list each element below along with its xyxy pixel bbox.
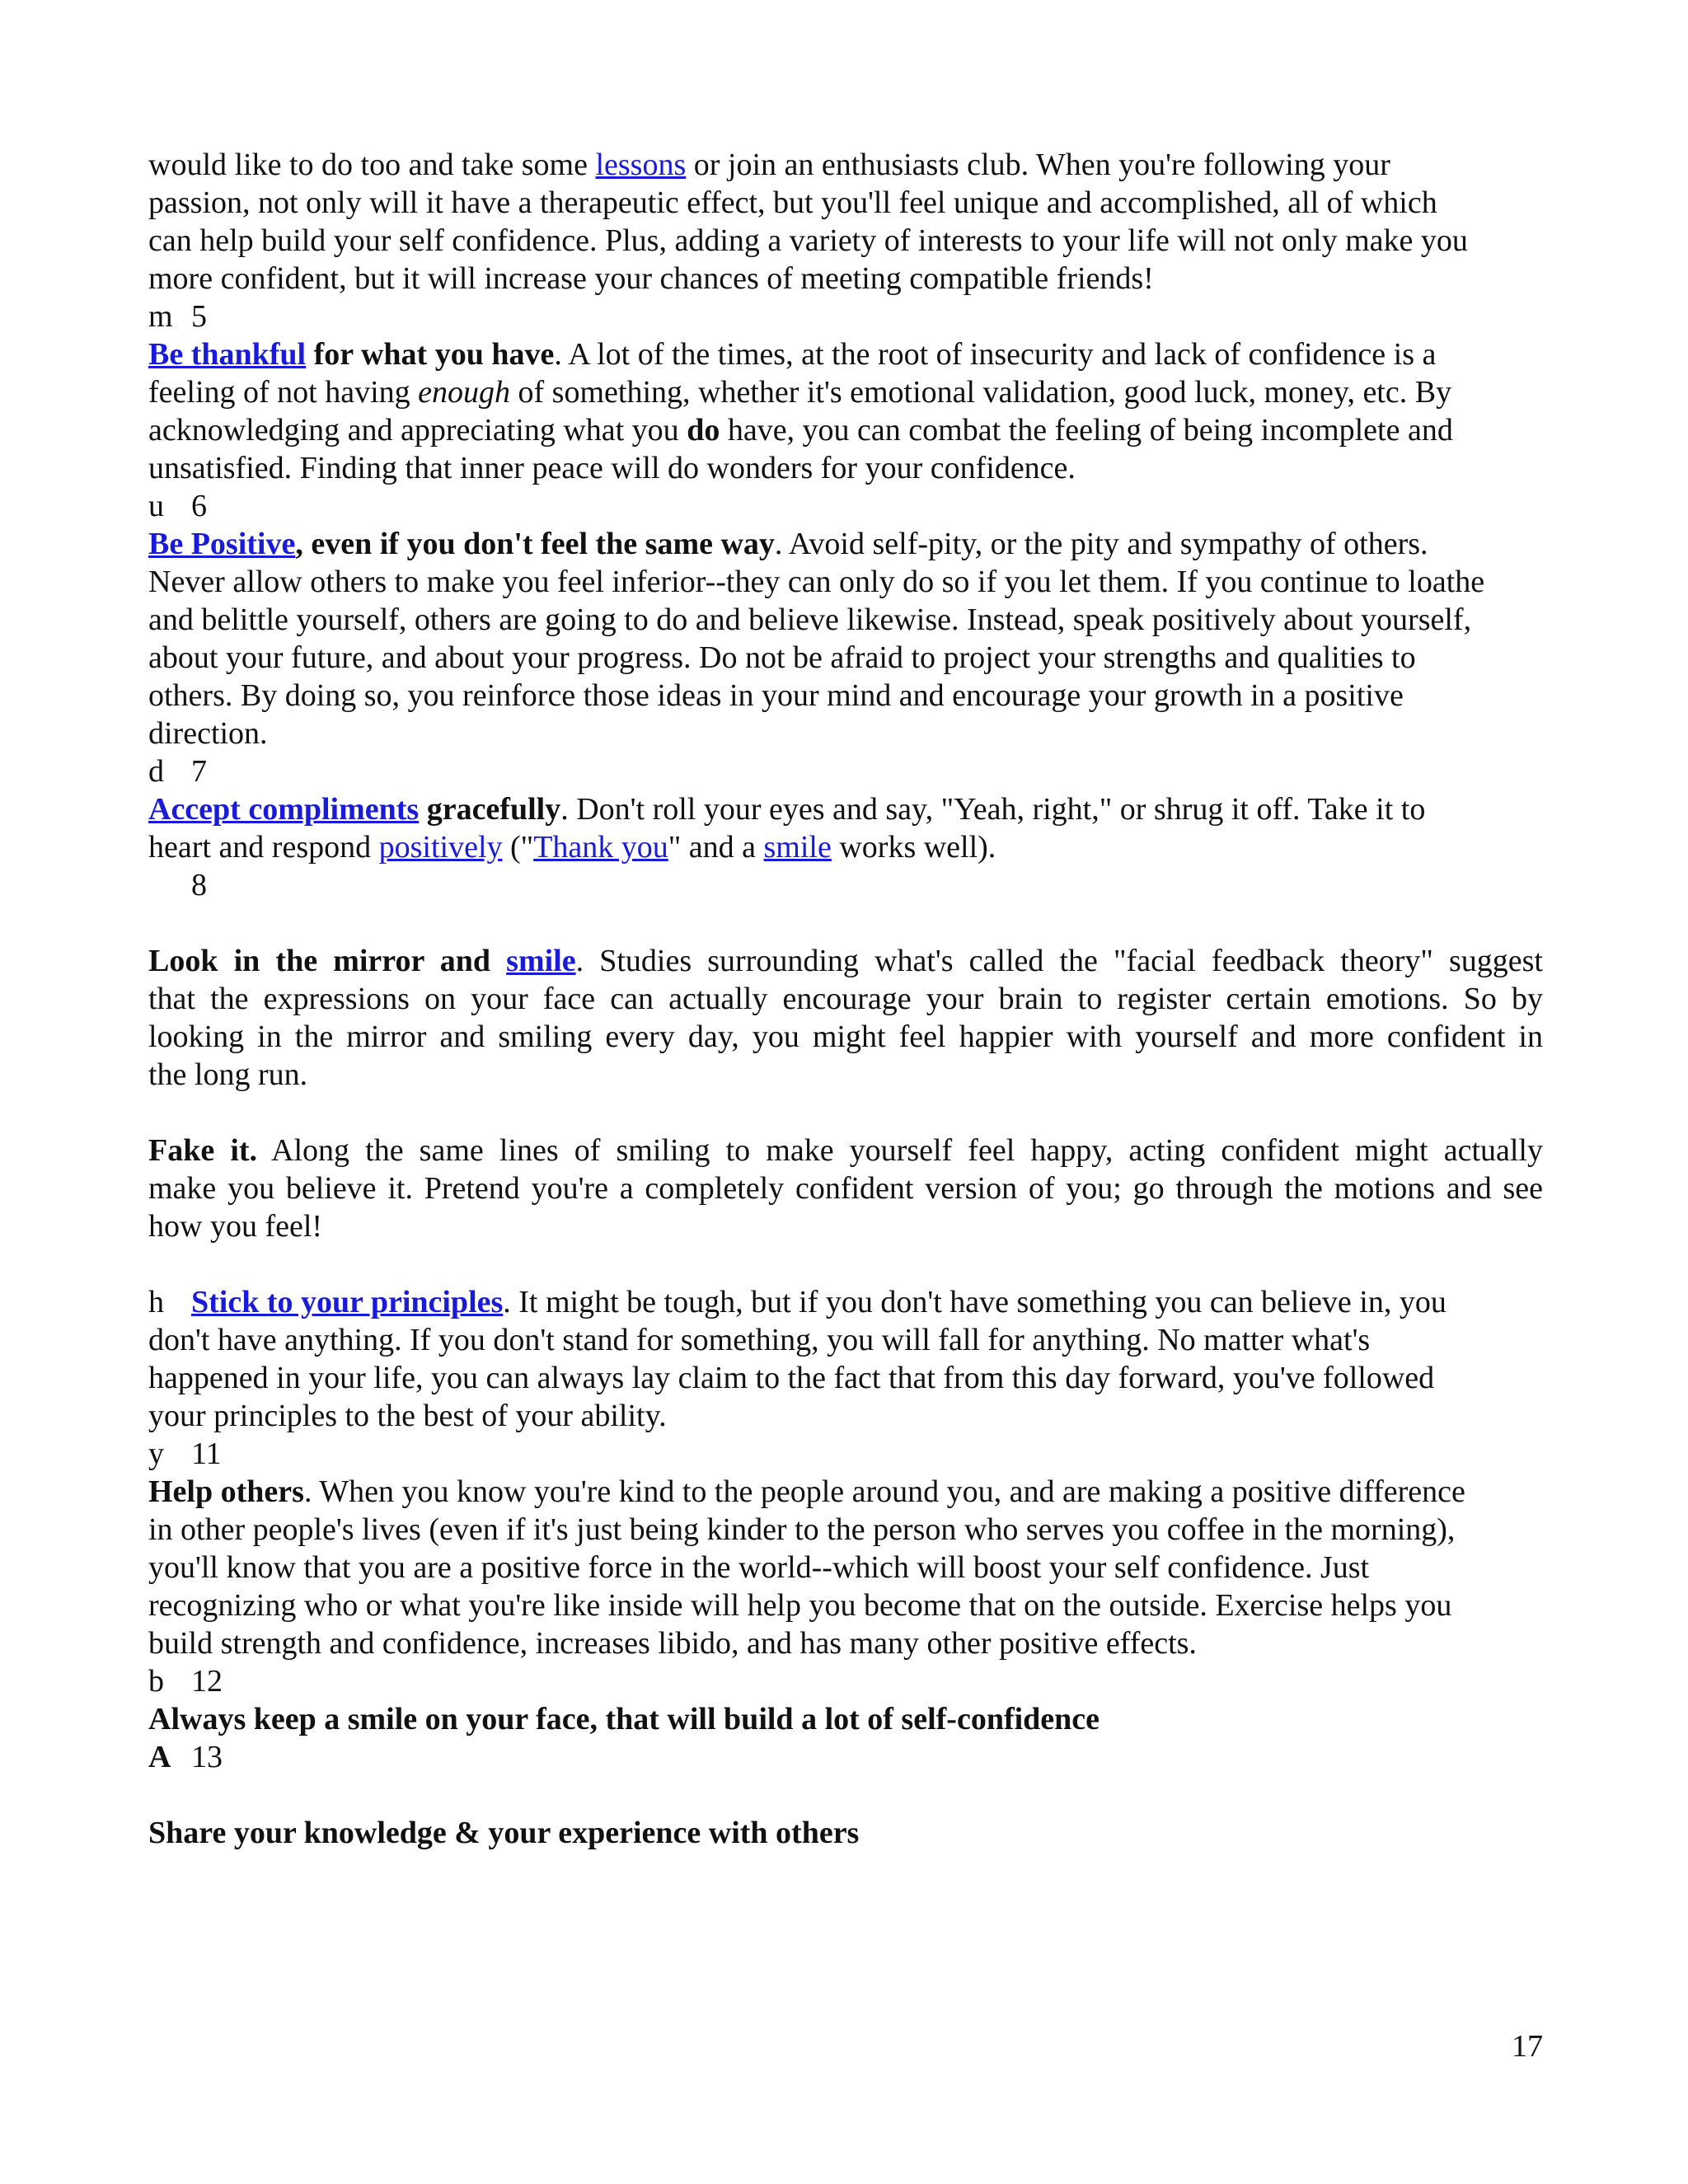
- paragraph-line: about your future, and about your progress. Do not be afraid to project your strengths and qualities to: [148, 640, 1416, 675]
- smile-link[interactable]: smile: [763, 830, 832, 865]
- paragraph-line: that the expressions on your face can actually encourage your brain to register certain emotions. So by: [148, 982, 1543, 1016]
- spacer: [148, 1245, 1543, 1283]
- paragraph-line: looking in the mirror and smiling every day, you might feel happier with yourself and more confident in: [148, 1019, 1543, 1054]
- paragraph-line: and belittle yourself, others are going to do and believe likewise. Instead, speak positively about yourself,: [148, 602, 1472, 637]
- paragraph-line: Fake it. Along the same lines of smiling to make yourself feel happy, acting confident might actually: [148, 1133, 1543, 1168]
- justified-paragraph: [148, 1132, 1543, 1245]
- paragraph-line: direction.: [148, 716, 268, 751]
- paragraph-line: happened in your life, you can always lay claim to the fact that from this day forward, you've followed: [148, 1361, 1435, 1395]
- paragraph-line: can help build your self confidence. Plus, adding a variety of interests to your life will not only make you: [148, 223, 1468, 258]
- paragraph-line: Never allow others to make you feel inferior--they can only do so if you let them. If you continue to loathe: [148, 565, 1485, 599]
- lessons-link[interactable]: lessons: [595, 148, 687, 182]
- paragraph-line: make you believe it. Pretend you're a completely confident version of you; go through the motions and see: [148, 1171, 1543, 1206]
- justified-paragraph: [148, 942, 1543, 1094]
- paragraph-line: don't have anything. If you don't stand for something, you will fall for anything. No matter what's: [148, 1323, 1371, 1357]
- stick-to-principles-link[interactable]: Stick to your principles: [191, 1285, 504, 1319]
- paragraph-line: feeling of not having enough of something, whether it's emotional validation, good luck, money, etc. By: [148, 375, 1452, 410]
- item-marker: b 12: [148, 1664, 223, 1699]
- paragraph-line: unsatisfied. Finding that inner peace will do wonders for your confidence.: [148, 451, 1076, 485]
- thank-you-link[interactable]: Thank you: [533, 830, 668, 865]
- paragraph-line: more confident, but it will increase your chances of meeting compatible friends!: [148, 261, 1154, 296]
- paragraph-line: h Stick to your principles. It might be tough, but if you don't have something you can believe in, you: [148, 1285, 1447, 1319]
- paragraph-line: in other people's lives (even if it's just being kinder to the person who serves you coffee in the morning),: [148, 1512, 1456, 1547]
- paragraph-line: Share your knowledge & your experience with others: [148, 1816, 860, 1850]
- be-positive-link[interactable]: Be Positive: [148, 527, 296, 561]
- item-marker: 8: [191, 868, 207, 902]
- item-marker: u 6: [148, 489, 207, 523]
- paragraph-line: how you feel!: [148, 1209, 323, 1244]
- paragraph-line: you'll know that you are a positive force in the world--which will boost your self confidence. Just: [148, 1550, 1370, 1585]
- item-marker: d 7: [148, 754, 207, 789]
- spacer: [148, 1776, 1543, 1814]
- paragraph-line: recognizing who or what you're like inside will help you become that on the outside. Exercise helps you: [148, 1588, 1452, 1623]
- paragraph-line: acknowledging and appreciating what you do have, you can combat the feeling of being incomplete and: [148, 413, 1453, 448]
- spacer: [148, 904, 1543, 942]
- positively-link[interactable]: positively: [378, 830, 503, 865]
- paragraph-line: Look in the mirror and smile. Studies surrounding what's called the "facial feedback theory" suggest: [148, 944, 1543, 978]
- paragraph-line: heart and respond positively ("Thank you" and a smile works well).: [148, 830, 996, 865]
- accept-compliments-link[interactable]: Accept compliments: [148, 792, 420, 827]
- paragraph-line: passion, not only will it have a therapeutic effect, but you'll feel unique and accomplished, all of which: [148, 185, 1437, 220]
- paragraph-line: build strength and confidence, increases libido, and has many other positive effects.: [148, 1626, 1197, 1661]
- item-marker: y 11: [148, 1436, 222, 1471]
- paragraph-line: Accept compliments gracefully. Don't roll your eyes and say, "Yeah, right," or shrug it off. Take it to: [148, 792, 1426, 827]
- be-thankful-link[interactable]: Be thankful: [148, 337, 307, 372]
- paragraph-line: would like to do too and take some lessons or join an enthusiasts club. When you're following your: [148, 148, 1390, 182]
- paragraph-line: the long run.: [148, 1057, 308, 1092]
- paragraph-line: others. By doing so, you reinforce those ideas in your mind and encourage your growth in a positive: [148, 678, 1404, 713]
- paragraph-line: Be thankful for what you have. A lot of the times, at the root of insecurity and lack of confidence is a: [148, 337, 1437, 372]
- paragraph-line: Always keep a smile on your face, that will build a lot of self-confidence: [148, 1702, 1100, 1736]
- page-number: 17: [1512, 2029, 1543, 2064]
- item-marker: A 13: [148, 1740, 223, 1774]
- paragraph-line: Be Positive, even if you don't feel the same way. Avoid self-pity, or the pity and sympathy of others.: [148, 527, 1428, 561]
- smile-mirror-link[interactable]: smile: [506, 944, 576, 978]
- item-marker: m 5: [148, 299, 207, 334]
- paragraph-line: your principles to the best of your ability.: [148, 1399, 667, 1433]
- spacer: [148, 1094, 1543, 1132]
- document-body: [148, 146, 1543, 1852]
- paragraph-line: Help others. When you know you're kind to the people around you, and are making a positive difference: [148, 1474, 1465, 1509]
